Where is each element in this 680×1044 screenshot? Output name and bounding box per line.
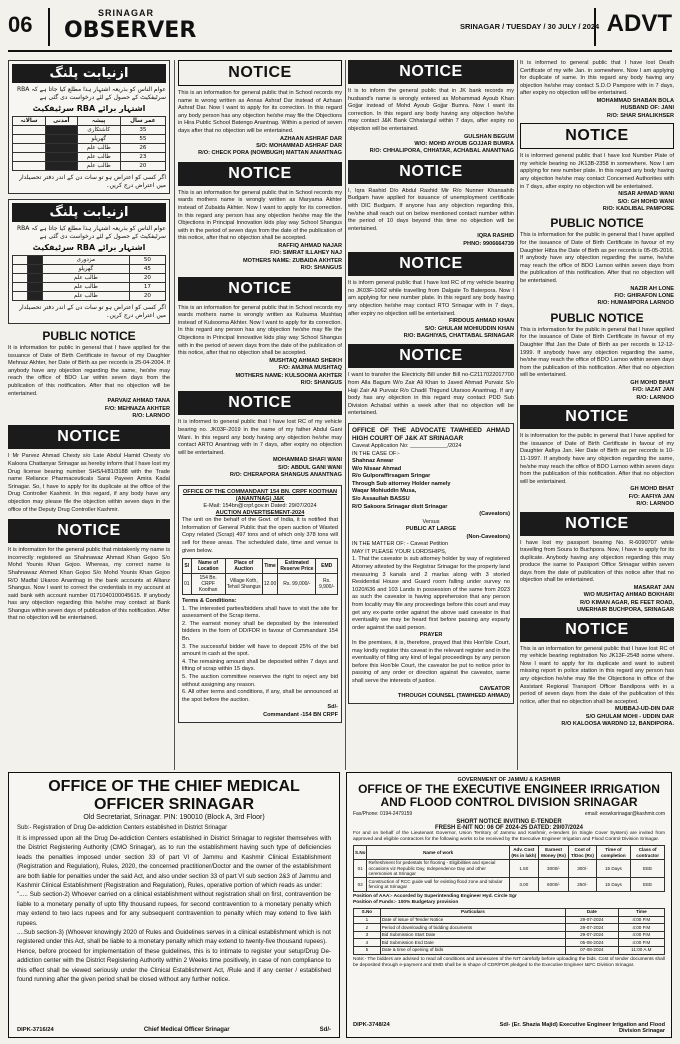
table-header: Date <box>566 908 619 916</box>
notice-c3c <box>348 252 514 340</box>
urdu-notice-footer: اگر کسی کو اعتراض ہو تو سات دن کے اندر دفتر تحصیلدار میں اعتراض درج کریں۔ <box>19 304 166 319</box>
notice-body: It is informed to general public that I have lost Death Certificate of my wife Jan. in somewhere. Now I am applying for duplicate of same. In this regard any body having any objection he/she may contact S.D.O Pampore with in 7 days, after expiry no objection will be entertained. <box>520 60 674 97</box>
ee-position: Position of AAA:- Accorded by Superintending Engineer Hyd. Circle Sgr <box>353 893 517 899</box>
notice-heading: NOTICE <box>8 425 170 449</box>
notice-signature: GH MOHD BHAT <box>630 379 674 386</box>
public-notice-c1 <box>8 329 170 420</box>
caveat-case: IN THE CASE OF:- <box>352 450 400 457</box>
auction-term: 6. All other terms and conditions, if any, shall be announced at the spot before the auction. <box>182 689 338 703</box>
ee-contact <box>353 811 665 817</box>
notice-signature: F/O: AAFIYA JAN <box>628 493 674 500</box>
notice-body: This is an information for general public that in School records my wards mothers name is wrongly written as Kulsuma Mushtaq instead of Kulsooma Akhter. Now I want to apply for its correction. In this regard any person has any objection he/she may file the Objections in Principal Innovative kids play way School Shangus with in the period of seven days from the date of the publication of this notice, after that no objection shall be accepted. <box>178 304 342 357</box>
notice-signature: S/O: GH MOHD WANI <box>617 198 674 205</box>
notice-heading: NOTICE <box>520 618 674 642</box>
auction-term: 3. The successful bidder will have to deposit 25% of the bid amount in cash at the spot. <box>182 643 338 658</box>
caveat-party: Shahnaz Anwar <box>352 458 394 465</box>
notice-signature: UMERHAIR BUCHPORA, SRINAGAR <box>577 607 674 614</box>
notice-signature: F/O: MEHNAZA AKHTER <box>104 405 170 412</box>
notice-signature: S/O: GHULAM MOHIUDDIN KHAN <box>424 325 514 332</box>
notice-signature: S/O: ABDUL GANI WANI <box>277 464 342 471</box>
notice-heading: NOTICE <box>520 512 674 536</box>
cmo-paragraph: It is impressed upon all the Drug De-addiction Centers established in District Srinagar to register themselves with the District Registering Authority (CMO Srinagar), as to run the establishment having such type of deficiencies leads the penalties imposed under section 33 of part VI of Jammu and Kashmir Clinical Establishment (Registration and Regulation), Rules, 2020, the concerned practitioner/Doctor and the owner of the establishment are both liable for penalties under the said Act, and also under section 33 of part VI sub section 2&3 of Jammu and Kashmir Clinical Establishment (Registration and Regulation), Rules, operative portion of which reads as under: <box>17 835 331 890</box>
notice-signature: MOTHERS NAME: KULSOOMA AKHTER <box>235 372 342 379</box>
table-header: Time of completion <box>596 846 631 859</box>
table-row: 50 مزدوری <box>13 256 166 265</box>
auction-notice <box>178 485 342 724</box>
notice-body: It is information for the general public that mistakenly my name is incorrectly registered as Shahnawaz Ahmad Khan Gojoo S/o Mohd Younis Khan Gojoo. Whereas, my correct name is Shahnawaz Ahmed Khan Gojoo S/o Mohd Younis Khan Gojoo R/O Madfal Ukaroo Anantnag in the bank accounts at Allianz Shangus. Now I want to correct the credentials in my account at said bank with account number 0171040100045615. If anybody has any objection regarding this he/she may contact at Bank Shangus within seven days of publication of this notification. After that no objection will be entertained. <box>8 547 170 622</box>
caveat-address: MAY IT PLEASE YOUR LORDSHIPS, <box>352 548 447 555</box>
caveat-prayer: In the premises, it is, therefore, prayed that this Hon'ble Court, may kindly register this caveat in the relevant register and in the eventuality of filing any kind of legal proceedings by any person before this Hon'ble Court, the caveator be put to notice prior to passing of any order or direction against the caveator, same shall serve the interests of justice. <box>352 639 510 684</box>
urdu-notice-footer: اگر کسی کو اعتراض ہو تو سات دن کے اندر دفتر تحصیلدار میں اعتراض درج کریں۔ <box>19 174 166 189</box>
notice-heading: NOTICE <box>178 162 342 186</box>
notice-signature: F/O: AMJINA MUSHTAQ <box>278 365 342 372</box>
notice-signature: S/O: MOHAMMAD ASHRAF DAR <box>256 142 342 149</box>
notice-signature: GULSHAN BEGUM <box>463 133 514 140</box>
notice-signature: NAZIR AH LONE <box>630 285 674 292</box>
notice-c3a <box>348 60 514 156</box>
notice-body: I have lost my passport bearing No. R-6090707 while travelling from Soura to Buchpora. Now, I have to apply for its duplicate. Anybody having any objection regarding this may produce the same to Passport Office Srinagar within seven days from the date of publication of this notice after that no objection shall be entertained. <box>520 539 674 584</box>
notice-body: This is an information for general public that in School records my name is wrong written as Annas Ashraf Dar instead of Azhaan Ashraf Dar. Now I want to apply for its correction. In this regard any body person has any objection he/she may file the Objections in Hira Public School Batengo Anantnag. Within a period of seven days after that no objection will be entertained. <box>178 90 342 134</box>
notice-body: This is an information for general public that in School records my wards mothers name is wrongly written as Maryama Akhter instead of Zubaida Akhter. Now I want to apply for its correction. In this regard any person has any objection he/she may file the Objections in Principal Innovation kids play way School Shangus with in the period of seven days from the date of the publication of this notice, after that no objection shall be accepted. <box>178 189 342 242</box>
notice-signature: R/O KIMAN AGAR, RE FEET ROAD, <box>580 599 674 606</box>
urdu-notice-2 <box>8 199 170 324</box>
notice-heading: NOTICE <box>178 60 342 86</box>
ee-tender-advertisement <box>346 772 672 1038</box>
notice-c2b <box>178 162 342 273</box>
notice-signature: R/O: LARNOO <box>636 394 674 401</box>
notice-signature: MUSHTAQ AHMAD SHEIKH <box>269 357 342 364</box>
notice-signature: PARVAIZ AHMAD TANA <box>107 398 170 405</box>
notice-c4c <box>520 216 674 307</box>
dipk-number: DIPK-3716/24 <box>17 1027 54 1033</box>
notice-body: This is an information for general public that I have lost RC of my vehicle bearing registration No JK13F-2548 some where. Now I want to apply for its duplicate and want to submit missing report in police station in this regard any person has any objection he/she may file the Objections in office of the Assistant Regional Transport Officer Bandipora with in a period of seven days from the date of the publication of this notice, after that no objection shall be accepted. <box>520 645 674 705</box>
notice-signature: F/O: IAZAT JAN <box>632 387 674 394</box>
table-header: عمر سال <box>120 117 165 126</box>
notice-signature: S/O GHULAM MOHI - UDDIN DAR <box>585 713 674 720</box>
notice-heading: NOTICE <box>348 344 514 368</box>
notice-signature: R/O: CHHALIPORA, CHHATAR, ACHABAL ANANTNAG <box>369 148 514 155</box>
notice-heading: PUBLIC NOTICE <box>550 216 644 231</box>
dipk-number: DIPK-3748/24 <box>353 1022 390 1028</box>
table-header: Class of contractor <box>631 846 665 859</box>
cmo-paragraph: ....Sub section-3) (Whoever knowingly 2020 of Rules and Guidelines serves in a clinical establishment which is not registered under this Act, shall be liable to a monetary penalty which may extend to twenty-five thousand rupees). <box>17 929 331 946</box>
urdu-table <box>12 255 166 301</box>
caveat-sign: THROUGH COUNSEL (TAWHEED AHMAD) <box>397 692 510 699</box>
notice-signature: IQRA RASHID <box>477 233 514 240</box>
table-header: Adv. Cost (Rs in lakh) <box>509 846 538 859</box>
urdu-notice-heading: ازنیابت پلنگ <box>12 64 166 83</box>
auction-term: 2. The earnest money shall be deposited by the interested bidders in the form of DD/FDR in favour of Commandant 154 Bn. <box>182 620 338 643</box>
notice-signature: W/O MUSHTAQ AHMAD BOKHARI <box>583 592 674 599</box>
notice-c1a <box>8 425 170 514</box>
notice-heading: PUBLIC NOTICE <box>42 329 136 343</box>
table-row: 35 کاشتکاری <box>13 126 166 135</box>
urdu-notice-text: عوام الناس کو بذریعہ اشتہار ہذا مطلع کیا جاتا ہے کہ RBA سرٹیفکیٹ کے حصول کے لئے درخواست دی گئی ہے <box>17 86 166 101</box>
notice-c3d <box>348 344 514 418</box>
column-1 <box>8 60 170 623</box>
cmo-paragraph: "..... Sub section-2) Whoever carried on a clinical establishment without registration shall on first, contravention be liable to a monetary penalty of upto fifty thousand rupees, for second contravention to a monetary penalty which may extend to two lacs rupees and for any subsequent contravention to penalty which may extend to five lakh rupees. <box>17 891 331 927</box>
table-row: 4 Bid Submission End Date 05-08-2024 4:00 P.M <box>354 939 665 947</box>
table-row: 45 گھریلو <box>13 265 166 274</box>
ee-short-notice: SHORT NOTICE INVITING E-TENDER <box>456 819 562 825</box>
dateline: SRINAGAR / TUESDAY / 30 JULY / 2024 <box>460 22 600 31</box>
cmo-signatory: Chief Medical Officer Srinagar <box>143 1027 230 1033</box>
table-header: Earnest Money (Rs) <box>538 846 569 859</box>
paper-name-top: SRINAGAR <box>98 8 155 18</box>
table-row: 02 Construction of RCC guide wall for existing flood zone and tubular fencing at Srinagar 3.00 6000/- 250/- 15 Days EEE <box>354 878 665 891</box>
urdu-notice-heading: ازنیابت پلنگ <box>12 203 166 222</box>
section-label: ADVT <box>594 8 672 46</box>
table-header: Particulars <box>380 908 565 916</box>
table-header: Time <box>618 908 664 916</box>
table-row: 17 طالب علم <box>13 283 166 292</box>
table-header: Place of Auction <box>225 559 262 574</box>
ee-signatory <box>495 1022 665 1034</box>
cmo-footer <box>17 1027 331 1033</box>
urdu-notice-subheading: اشتہار برائے RBA سرٹیفکیٹ <box>32 243 146 252</box>
cmo-sd: Sd/- <box>319 1027 331 1033</box>
caveat-role: (Non-Caveators) <box>466 533 510 540</box>
ee-email: email: eeswksrinagar@kashmir.com <box>584 811 665 817</box>
notice-heading: NOTICE <box>178 277 342 301</box>
notice-body: I want to transfer the Electricity Bill under Bill no-C2117022017700 from Alla Bagum W/o Zair Ali Khan to Javed Ahmad Purvaiz S/o Haji Zair Ali Purvaiz R/o Chadil Thigund Utarsoo Anantnag. If any body has any objection in this regard may contact PDD Sub Division Achabal within a week after that no objection will be entertained. <box>348 372 514 417</box>
caveat-party: W/o Nisaar Ahmad <box>352 465 402 472</box>
urdu-table <box>12 116 166 171</box>
cmo-paragraph: Hence, before proceed for implementation of these guidelines, this is to intimate to register your setup/Drug De-addiction center with the District Registering Authority within 2 Weeks time positively, in case of non compliance to this effect shall be viewed seriously under the Clinical Establishment Act, /Rule and if any center / established found running after the given period shall be closed without any further notice. <box>17 947 331 984</box>
notice-signature: R/O: HUMAMPORA LARNOO <box>597 300 674 307</box>
cmo-address: Old Secretariat, Srinagar. PIN: 190010 (Block A, 3rd Floor) <box>83 814 265 821</box>
auction-file: E-Mail: 154bn@crpf.gov.in Dated: 29/07/2024 <box>203 502 317 509</box>
column-rule <box>517 60 518 770</box>
caveat-party: R/O Sakoora Srinagar distt Srinagar <box>352 503 448 510</box>
column-rule <box>174 60 175 770</box>
table-header: Sl <box>183 559 192 574</box>
cmo-advertisement <box>8 772 340 1038</box>
caveat-body: 1. That the caveator is sub attorney holder by way of registered Attorney attested by the Registrar Srinagar for the property land measuring 3 kanals and 2 marlas along with 3 storied Residential House and Guard room falling under survey no 1020/636 and 103 Lands in possession of the same from 2023 as such the caveator is having apprehension that any person from locality may file any proceedings before this court and may get any ex-parte order against the above said caveator in that eventuality we may be heard first before passing any exparty order against the said person. <box>352 556 510 631</box>
table-header: S.No <box>354 846 367 859</box>
notice-heading: NOTICE <box>8 519 170 543</box>
notice-body: This is information for the public in general that I have applied for the issuance of Date of Birth Certificate in favour of my Daughter Hifza the Date of Birth as per records is 05-05-2016. If anybody have any objection regarding the same, he/she may reach the office of BDO Larnoo within seven days from the publication of this notification. After that no objection will be entertained. <box>520 232 674 284</box>
notice-c4g <box>520 618 674 729</box>
page-number: 06 <box>8 12 33 37</box>
caveat-party: Through Sub attorney Holder namely <box>352 480 451 487</box>
table-header: پیشہ <box>77 117 120 126</box>
table-row: 20 طالب علم <box>13 292 166 301</box>
notice-signature: PHNO: 9906664739 <box>463 240 514 247</box>
table-header: S.No <box>354 908 381 916</box>
notice-signature: F/O: GHIRAFON LONE <box>614 292 674 299</box>
notice-signature: MOHAMMAD SHAFI WANI <box>273 457 342 464</box>
table-row: 20 طالب علم <box>13 274 166 283</box>
advocate-title: OFFICE OF THE ADVOCATE TAWHEED AHMAD HIGH COURT OF J&K AT SRINAGAR <box>352 426 510 442</box>
caveat-party: R/o Gulporaffirsagam Sringar <box>352 473 431 480</box>
auction-terms-title: Terms & Conditions: <box>182 598 237 605</box>
notice-signature: R/O: SHAR SHALIKHSER <box>606 112 674 119</box>
table-header: Name of Location <box>191 559 225 574</box>
notice-signature: R/O: SHANGUS <box>300 265 342 272</box>
table-row: 5 Date & time of opening of bids 07-08-2024 11:00 A.M <box>354 946 665 954</box>
caveat-prayer-title: PRAYER <box>419 632 443 639</box>
notice-signature: NISAR AHMAD WANI <box>618 191 674 198</box>
notice-heading: NOTICE <box>348 252 514 276</box>
notice-c4f <box>520 512 674 615</box>
table-row: 23 طالب علم <box>13 153 166 162</box>
notice-c4b <box>520 123 674 213</box>
table-header: Estimated Reserve Price <box>278 559 316 574</box>
table-row: 01 Refreshment for pedestals for flooring - Eligibilities and special occasions viz Republic Day, Independence Day and other ceremonies at Srinagar 1.50 3000/- 300/- 15 Days EEE <box>354 859 665 878</box>
notice-signature: R/O: KADLIBAL PAMPORE <box>602 205 674 212</box>
caveat-role: (Caveators) <box>479 511 510 518</box>
caveat-sign: CAVEATOR <box>479 685 510 692</box>
ee-title: OFFICE OF THE EXECUTIVE ENGINEER IRRIGATION AND FLOOD CONTROL DIVISION SRINAGAR <box>358 782 660 809</box>
ee-intro: For and on behalf of the Lieutenant Governor, Union Territory of Jammu and Kashmir, e-tenders (in Single Cover System) are invited from approved and eligible contractors for the following works to be received by the Executive Engineer Irrigation and Flood Control Division Srinagar. <box>353 831 665 843</box>
notice-signature: R/O: BAGHIYAS, CHATTABAL SRINAGAR <box>403 332 514 339</box>
notice-signature: RAFFIQ AHMAD NAJAR <box>278 242 342 249</box>
cmo-subject: Sub:- Registration of Drug De-addiction Centers established in District Srinagar <box>17 825 228 831</box>
caveat-matter: IN THE MATTER OF: - Caveat Petition <box>352 541 449 548</box>
notice-signature: R/O: CHECK PORA (NOWBUGH) MATTAN ANANTNAG <box>198 150 342 157</box>
ee-nit: FRESH E-NIT NO: 06 OF 2024-25 DATED: 29/07/2024 <box>435 825 583 831</box>
auction-sign-by: Commandant -154 BN CRPF <box>263 711 338 718</box>
notice-heading: NOTICE <box>520 405 674 429</box>
table-row: 20 طالب علم <box>13 162 166 171</box>
caveat-versus: Versus <box>422 518 440 525</box>
caveat-public: PUBLIC AT LARGE <box>405 526 457 533</box>
notice-signature: R/O: SHANGUS <box>300 379 342 386</box>
notice-signature: MOHAMMAD SHABAN BOLA <box>596 97 674 104</box>
table-row: 01 154 Bn. CRPF Koothan Village Koth, Tehsil Shangus 12.00 Rs. 99,000/- Rs. 9,900/- <box>183 574 338 595</box>
column-rule <box>345 60 346 770</box>
notice-body: I, Iqra Rashid D/o Abdul Rashid Mir R/o Nunner Khansahib Budgam have applied for issuance of unemployment certificate with DIC Budgam. If anyone has any objection regarding this, he/she shall reach out on below mentioned contact number within the period of 10 days beyond this time no objection will be entertained. <box>348 187 514 232</box>
notice-c3b <box>348 160 514 248</box>
urdu-notice-text: عوام الناس کو بذریعہ اشتہار ہذا مطلع کیا جاتا ہے کہ RBA سرٹیفکیٹ کے حصول کے لئے درخواست دی گئی ہے <box>17 225 166 240</box>
table-header: سالانہ <box>13 117 46 126</box>
notice-heading: NOTICE <box>178 391 342 415</box>
masthead <box>8 6 672 52</box>
notice-c2a <box>178 60 342 158</box>
column-4 <box>520 60 674 729</box>
notice-c1b <box>8 519 170 623</box>
urdu-notice-subheading: اشتہار برائے RBA سرٹیفکیٹ <box>32 104 146 113</box>
ee-sd: Sd/- <box>499 1022 511 1028</box>
notice-signature: MASARAT JAN <box>633 585 674 592</box>
ee-dates-table <box>353 908 665 955</box>
notice-signature: GH MOHD BHAT <box>630 486 674 493</box>
table-header: EMD <box>316 559 338 574</box>
notice-body: It is information for the public in general that I have applied for the issuance of Date of Birth Certificate in favour of my Daughter Aafiya Jan. Her Date of Birth as per records is 10-11-1997. If anybody have any objection regarding the same, he/she may reach the office of BDO Larnoo within seven days from the publication of this notification. After that no objection will be entertained. <box>520 433 674 485</box>
column-2 <box>178 60 342 728</box>
notice-signature: R/O: LARNOO <box>636 501 674 508</box>
notice-body: This is information for the public in general that I have applied for the issuance of Date of Birth Certificate in favour of my Daughter Iffat Jan the Date of Birth as per records is 12-12-1999. If anybody have any objection regarding the same, he/she may reach the office of BDO Larnoo within seven days from the publication of this notification. After that no objection will be entertained. <box>520 326 674 379</box>
auction-term: 1. The interested parties/bidders shall have to visit the site for assessment of the Scrap items. <box>182 605 338 620</box>
auction-table <box>182 558 338 595</box>
notice-c2c <box>178 277 342 388</box>
notice-body: It is to inform the general public that in JK bank records my husband's name is wrongly entered as Mohammad Ayoub Khan Gojjar instead of Mohd Ayoub Gojjar Bumra. Now I want its correction. In this regard any body having any objection he/she may contact J&K Bank Chhatargul within 7 days, after expiry no objection will be entertained. <box>348 88 514 132</box>
notice-signature: R/O: CHERAPORA SHANGUS ANANTNAG <box>229 472 342 479</box>
table-row: 55 گھریلو <box>13 135 166 144</box>
table-row: 3 Bid Submission Start Date 29-07-2024 4:00 P.M <box>354 931 665 939</box>
table-row: 26 طالب علم <box>13 144 166 153</box>
notice-signature: MUBBAJ-UD-DIN DAR <box>614 706 674 713</box>
notice-heading: NOTICE <box>348 160 514 184</box>
notice-body: It is informed general public that I have lost Number Plate of my vehicle bearing no JK13B-2358 in somewhere. Now I am applying for new number plate. In this regard any body having any objection he/she may contact Concerned Authorities with in 7 days, after expiry no objection will be entertained. <box>520 153 674 190</box>
notice-heading: PUBLIC NOTICE <box>550 310 644 325</box>
table-header: آمدنی <box>45 117 77 126</box>
table-row: 1 Date of issue of Tender Notice 29-07-2024 4:00 P.M <box>354 916 665 924</box>
notice-body: I Mr Parvez Ahmad Chesty s/o Late Abdul Hamid Chesty r/o Kaloora Chattanyar Srinagar as hereby inform that I have lost my Drug license bearing number SHS/H/81/3188 with the Trade name Reliance Pharmaceuticals Sarai Payeen Amira Kadal Srinagar. So, I have to apply for its duplicate at the office of the Drug Controller Kashmir. In this regard, if any body have any objection may please file the objection within seven days in the office of the Deputy Drug Controller Kashmir. <box>8 453 170 513</box>
notice-c4e <box>520 405 674 508</box>
ee-funds: Position of Funds:- 100% Budgetary provision <box>353 899 459 905</box>
notice-signature: W/O: MOHD AYOUB GOJJAR BUMRA <box>414 140 514 147</box>
masthead-divider <box>48 8 50 46</box>
notice-c4d <box>520 311 674 402</box>
ee-note: Note:- The bidders are advised to read all conditions and annexures of the NIT carefully before uploading the bids. Cost of tender documents shall be deposited through e-payment and EMD shall be in shape of CDR/FDR pledged to the Executive Engineer I&FC Division Srinagar. <box>353 956 665 968</box>
notice-c4a <box>520 60 674 120</box>
caveat-party: Waqar Mohiuddin Musa, <box>352 488 417 495</box>
notice-signature: AZHAAN ASHRAF DAR <box>280 135 342 142</box>
ee-signatory-name: (Er. Shazia Majid) Executive Engineer Irrigation and Flood Division Srinagar <box>511 1022 665 1034</box>
notice-signature: R/O KALOOSA WARDNO 12, BANDIPORA. <box>561 721 674 728</box>
notice-c2d <box>178 391 342 479</box>
column-3 <box>348 60 514 709</box>
auction-office: OFFICE OF THE COMMANDANT 154 BN. CRPF KOOTHAN (ANANTNAG) J&K <box>182 488 338 502</box>
auction-sign: Sd/- <box>327 704 338 711</box>
ee-government: GOVERNMENT OF JAMMU & KASHMIR <box>457 777 561 783</box>
notice-signature: F/O: SIMRAT ILLAHEY NAJ <box>270 250 342 257</box>
cmo-title: OFFICE OF THE CHIEF MEDICAL OFFICER SRINAGAR <box>48 778 300 813</box>
ee-works-table <box>353 845 665 891</box>
caveat-party: S/o Assaullah BASSU <box>352 496 410 503</box>
notice-body: It is inform general public that I have lost RC of my vehicle bearing no JK03F-1062 while travelling from Dalgate To Baterpora. Now I am applying for new number plate. In this regard any body having any objection he/she may contact RTO Srinagar with in 7 days, after expiry no objection will be entertained. <box>348 280 514 317</box>
notice-signature: MOTHERS NAME: ZUBAIDA AKHTER <box>242 257 342 264</box>
auction-intro: The unit on the behalf of the Govt. of India, it is notified that Information of General Public that the open auction of Wasted Copy related (Scrap) 497 tons and of which only 378 tons will sell for these areas. The scheduled date, time and venue is given below. <box>182 517 338 554</box>
notice-heading: NOTICE <box>348 60 514 84</box>
table-header: Cost of T/Doc (Rs) <box>569 846 596 859</box>
notice-body: It is information for public in general that I have applied for the issuance of Date of Birth Certificate in favour of my Daughter Mehnaz Akhter, her Date of Birth as per records is 25-04-2004. If anybody have any objection regarding the same, he/she may reach the office of BDO Lar within seven days from the publication of this notification. After that no objection will be entertained. <box>8 345 170 397</box>
urdu-notice-1 <box>8 60 170 194</box>
ee-footer <box>353 1022 665 1034</box>
notice-signature: HUSBAND OF: JANI <box>620 105 674 112</box>
notice-heading: NOTICE <box>520 123 674 149</box>
table-header: Name of work <box>367 846 509 859</box>
notice-signature: R/O: LARNOO <box>132 412 170 419</box>
advocate-caveat <box>348 423 514 704</box>
auction-title: AUCTION ADVERTISEMENT-2024 <box>215 510 305 517</box>
auction-term: 5. The auction committee reserves the right to reject any bid without assigning any reason. <box>182 674 338 688</box>
notice-body: It is informed to general public that I have lost RC of my vehicle bearing no. JK03F-2019 in the name of my father Abdul Gani Wani. In this regard any body having any objection he/she may contact ARTO Anantnag with in 7 days, after expiry no objection will be entertained. <box>178 419 342 456</box>
table-row: 2 Period of downloading of bidding documents 29-07-2024 4:00 P.M <box>354 924 665 932</box>
caveat-number: Caveat Application No: ____________/2024 <box>352 442 462 449</box>
table-header: Time <box>262 559 278 574</box>
auction-term: 4. The remaining amount shall be deposited within 7 days and lifting of scrap within 15 days. <box>182 658 338 673</box>
ee-phone: Fax/Phone: 0194-2479159 <box>353 811 413 817</box>
notice-signature: FIRDOUS AHMAD KHAN <box>448 318 514 325</box>
paper-name: OBSERVER <box>64 18 197 43</box>
